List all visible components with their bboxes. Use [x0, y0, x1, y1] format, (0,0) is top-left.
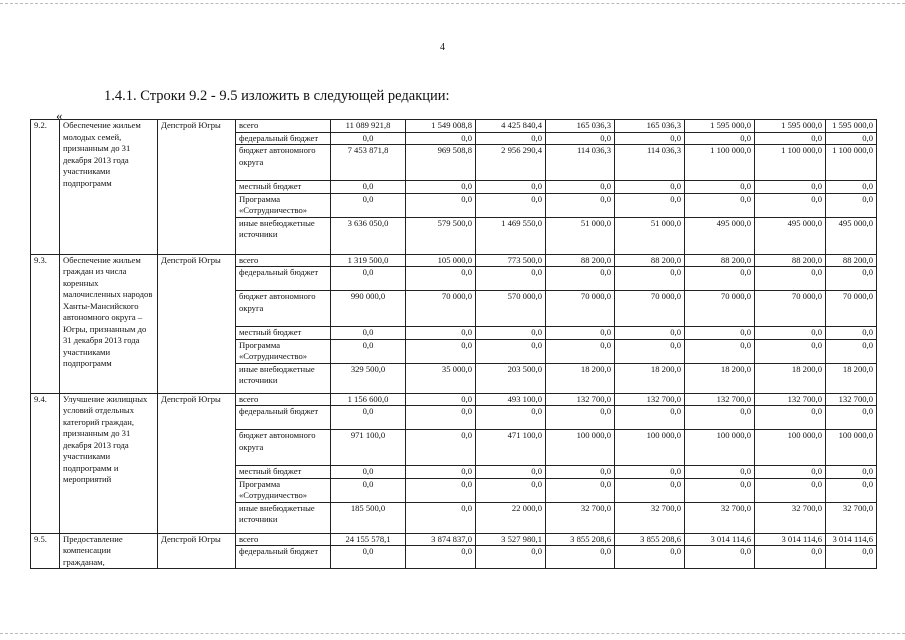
funding-source-label: Программа «Сотрудничество»	[236, 339, 331, 363]
funding-source-label: иные внебюджетные источники	[236, 363, 331, 393]
funding-source-label: иные внебюджетные источники	[236, 217, 331, 254]
value-cell: 0,0	[546, 181, 615, 194]
value-cell: 70 000,0	[615, 291, 685, 327]
value-cell: 1 595 000,0	[755, 120, 826, 133]
value-cell: 3 527 980,1	[476, 533, 546, 546]
value-cell: 165 036,3	[546, 120, 615, 133]
value-cell: 570 000,0	[476, 291, 546, 327]
value-cell: 105 000,0	[406, 254, 476, 267]
value-cell: 100 000,0	[615, 430, 685, 466]
funding-source-label: всего	[236, 120, 331, 133]
value-cell: 471 100,0	[476, 430, 546, 466]
value-cell: 0,0	[406, 406, 476, 430]
value-cell: 0,0	[406, 546, 476, 569]
value-cell: 1 100 000,0	[755, 145, 826, 181]
value-cell: 3 855 208,6	[546, 533, 615, 546]
value-cell: 88 200,0	[546, 254, 615, 267]
value-cell: 0,0	[406, 193, 476, 217]
value-cell: 0,0	[685, 546, 755, 569]
value-cell: 0,0	[615, 546, 685, 569]
funding-source-label: местный бюджет	[236, 327, 331, 340]
value-cell: 3 014 114,6	[826, 533, 877, 546]
funding-source-label: федеральный бюджет	[236, 132, 331, 145]
value-cell: 1 549 008,8	[406, 120, 476, 133]
value-cell: 0,0	[755, 478, 826, 502]
value-cell: 0,0	[406, 181, 476, 194]
value-cell: 0,0	[755, 132, 826, 145]
value-cell: 0,0	[755, 406, 826, 430]
value-cell: 0,0	[615, 181, 685, 194]
value-cell: 0,0	[755, 193, 826, 217]
value-cell: 0,0	[755, 466, 826, 479]
table-row	[31, 393, 877, 406]
value-cell: 0,0	[331, 193, 406, 217]
value-cell: 971 100,0	[331, 430, 406, 466]
value-cell: 0,0	[685, 193, 755, 217]
value-cell: 0,0	[615, 267, 685, 291]
value-cell: 132 700,0	[755, 393, 826, 406]
value-cell: 0,0	[755, 327, 826, 340]
value-cell: 0,0	[406, 267, 476, 291]
value-cell: 0,0	[476, 181, 546, 194]
value-cell: 114 036,3	[546, 145, 615, 181]
value-cell: 493 100,0	[476, 393, 546, 406]
value-cell: 88 200,0	[685, 254, 755, 267]
value-cell: 0,0	[685, 181, 755, 194]
value-cell: 0,0	[755, 267, 826, 291]
value-cell: 88 200,0	[615, 254, 685, 267]
top-edge-line	[0, 3, 905, 4]
value-cell: 495 000,0	[685, 217, 755, 254]
value-cell: 0,0	[406, 339, 476, 363]
value-cell: 70 000,0	[826, 291, 877, 327]
value-cell: 0,0	[406, 502, 476, 533]
value-cell: 100 000,0	[755, 430, 826, 466]
value-cell: 1 595 000,0	[685, 120, 755, 133]
value-cell: 1 319 500,0	[331, 254, 406, 267]
measure-name: Предоставление компенсации гражданам,	[60, 533, 158, 569]
value-cell: 100 000,0	[685, 430, 755, 466]
row-number: 9.2.	[31, 120, 60, 255]
value-cell: 51 000,0	[546, 217, 615, 254]
value-cell: 0,0	[685, 339, 755, 363]
funding-source-label: бюджет автономного округа	[236, 291, 331, 327]
value-cell: 0,0	[476, 466, 546, 479]
value-cell: 0,0	[546, 193, 615, 217]
value-cell: 0,0	[615, 478, 685, 502]
value-cell: 0,0	[826, 193, 877, 217]
row-number: 9.3.	[31, 254, 60, 393]
value-cell: 100 000,0	[826, 430, 877, 466]
value-cell: 773 500,0	[476, 254, 546, 267]
value-cell: 0,0	[615, 193, 685, 217]
value-cell: 0,0	[755, 339, 826, 363]
executor: Депстрой Югры	[158, 120, 236, 255]
measure-name: Обеспечение жильем молодых семей, признанным до 31 декабря 2013 года участниками подпрограмм	[60, 120, 158, 255]
executor: Депстрой Югры	[158, 393, 236, 533]
measure-name: Улучшение жилищных условий отдельных категорий граждан, признанным до 31 декабря 2013 года участниками подпрограмм и мероприятий	[60, 393, 158, 533]
funding-source-label: Программа «Сотрудничество»	[236, 478, 331, 502]
value-cell: 70 000,0	[406, 291, 476, 327]
value-cell: 0,0	[615, 339, 685, 363]
value-cell: 0,0	[546, 466, 615, 479]
funding-source-label: федеральный бюджет	[236, 546, 331, 569]
funding-source-label: иные внебюджетные источники	[236, 502, 331, 533]
budget-table	[30, 119, 877, 569]
value-cell: 0,0	[826, 406, 877, 430]
value-cell: 51 000,0	[615, 217, 685, 254]
value-cell: 0,0	[406, 466, 476, 479]
value-cell: 0,0	[476, 478, 546, 502]
value-cell: 0,0	[685, 327, 755, 340]
value-cell: 0,0	[331, 327, 406, 340]
value-cell: 70 000,0	[685, 291, 755, 327]
value-cell: 3 874 837,0	[406, 533, 476, 546]
row-number: 9.5.	[31, 533, 60, 569]
value-cell: 579 500,0	[406, 217, 476, 254]
value-cell: 0,0	[615, 327, 685, 340]
value-cell: 0,0	[476, 132, 546, 145]
funding-source-label: бюджет автономного округа	[236, 430, 331, 466]
funding-source-label: федеральный бюджет	[236, 267, 331, 291]
value-cell: 0,0	[826, 478, 877, 502]
funding-source-label: федеральный бюджет	[236, 406, 331, 430]
executor: Депстрой Югры	[158, 254, 236, 393]
value-cell: 35 000,0	[406, 363, 476, 393]
value-cell: 0,0	[331, 406, 406, 430]
bottom-edge-line	[0, 633, 905, 634]
value-cell: 0,0	[476, 546, 546, 569]
value-cell: 0,0	[826, 327, 877, 340]
value-cell: 22 000,0	[476, 502, 546, 533]
value-cell: 18 200,0	[755, 363, 826, 393]
value-cell: 0,0	[406, 393, 476, 406]
value-cell: 32 700,0	[615, 502, 685, 533]
funding-source-label: местный бюджет	[236, 181, 331, 194]
value-cell: 0,0	[546, 132, 615, 145]
value-cell: 18 200,0	[615, 363, 685, 393]
value-cell: 132 700,0	[826, 393, 877, 406]
value-cell: 0,0	[546, 406, 615, 430]
value-cell: 0,0	[615, 132, 685, 145]
table-row	[31, 254, 877, 267]
value-cell: 88 200,0	[826, 254, 877, 267]
value-cell: 0,0	[476, 193, 546, 217]
funding-source-label: Программа «Сотрудничество»	[236, 193, 331, 217]
value-cell: 990 000,0	[331, 291, 406, 327]
value-cell: 132 700,0	[685, 393, 755, 406]
value-cell: 70 000,0	[546, 291, 615, 327]
value-cell: 1 156 600,0	[331, 393, 406, 406]
value-cell: 0,0	[755, 546, 826, 569]
value-cell: 114 036,3	[615, 145, 685, 181]
value-cell: 0,0	[546, 546, 615, 569]
value-cell: 32 700,0	[685, 502, 755, 533]
value-cell: 0,0	[406, 132, 476, 145]
value-cell: 0,0	[685, 478, 755, 502]
value-cell: 495 000,0	[826, 217, 877, 254]
value-cell: 0,0	[685, 466, 755, 479]
value-cell: 32 700,0	[826, 502, 877, 533]
value-cell: 132 700,0	[546, 393, 615, 406]
value-cell: 3 014 114,6	[755, 533, 826, 546]
value-cell: 0,0	[826, 267, 877, 291]
value-cell: 1 469 550,0	[476, 217, 546, 254]
funding-source-label: местный бюджет	[236, 466, 331, 479]
value-cell: 0,0	[685, 406, 755, 430]
value-cell: 0,0	[331, 181, 406, 194]
value-cell: 0,0	[685, 267, 755, 291]
opening-quote: «	[56, 108, 63, 123]
value-cell: 0,0	[476, 406, 546, 430]
value-cell: 88 200,0	[755, 254, 826, 267]
value-cell: 11 089 921,8	[331, 120, 406, 133]
value-cell: 0,0	[406, 478, 476, 502]
value-cell: 0,0	[685, 132, 755, 145]
value-cell: 0,0	[826, 132, 877, 145]
value-cell: 0,0	[406, 327, 476, 340]
value-cell: 0,0	[546, 339, 615, 363]
value-cell: 0,0	[546, 267, 615, 291]
value-cell: 32 700,0	[755, 502, 826, 533]
value-cell: 0,0	[331, 132, 406, 145]
value-cell: 0,0	[331, 466, 406, 479]
value-cell: 1 100 000,0	[685, 145, 755, 181]
value-cell: 0,0	[615, 406, 685, 430]
value-cell: 3 636 050,0	[331, 217, 406, 254]
value-cell: 0,0	[615, 466, 685, 479]
value-cell: 0,0	[331, 267, 406, 291]
value-cell: 70 000,0	[755, 291, 826, 327]
value-cell: 0,0	[546, 327, 615, 340]
funding-source-label: всего	[236, 393, 331, 406]
table-row	[31, 533, 877, 546]
value-cell: 2 956 290,4	[476, 145, 546, 181]
value-cell: 0,0	[476, 327, 546, 340]
funding-source-label: всего	[236, 254, 331, 267]
value-cell: 0,0	[826, 546, 877, 569]
value-cell: 203 500,0	[476, 363, 546, 393]
value-cell: 495 000,0	[755, 217, 826, 254]
value-cell: 0,0	[826, 466, 877, 479]
measure-name: Обеспечение жильем граждан из числа коренных малочисленных народов Ханты-Мансийского автономного округа – Югры, признанным до 31 декабря 2013 года участниками подпрограмм	[60, 254, 158, 393]
value-cell: 969 508,8	[406, 145, 476, 181]
page-number: 4	[440, 42, 445, 53]
table-row	[31, 120, 877, 133]
value-cell: 24 155 578,1	[331, 533, 406, 546]
value-cell: 1 595 000,0	[826, 120, 877, 133]
value-cell: 0,0	[476, 339, 546, 363]
value-cell: 3 855 208,6	[615, 533, 685, 546]
funding-source-label: бюджет автономного округа	[236, 145, 331, 181]
value-cell: 0,0	[755, 181, 826, 194]
value-cell: 0,0	[826, 339, 877, 363]
value-cell: 165 036,3	[615, 120, 685, 133]
value-cell: 0,0	[826, 181, 877, 194]
funding-source-label: всего	[236, 533, 331, 546]
value-cell: 32 700,0	[546, 502, 615, 533]
value-cell: 132 700,0	[615, 393, 685, 406]
value-cell: 0,0	[406, 430, 476, 466]
value-cell: 7 453 871,8	[331, 145, 406, 181]
value-cell: 0,0	[476, 267, 546, 291]
row-number: 9.4.	[31, 393, 60, 533]
value-cell: 3 014 114,6	[685, 533, 755, 546]
value-cell: 0,0	[331, 478, 406, 502]
value-cell: 18 200,0	[826, 363, 877, 393]
value-cell: 0,0	[546, 478, 615, 502]
executor: Депстрой Югры	[158, 533, 236, 569]
value-cell: 100 000,0	[546, 430, 615, 466]
section-heading: 1.4.1. Строки 9.2 - 9.5 изложить в следующей редакции:	[104, 88, 450, 104]
value-cell: 0,0	[331, 546, 406, 569]
value-cell: 18 200,0	[546, 363, 615, 393]
value-cell: 18 200,0	[685, 363, 755, 393]
value-cell: 185 500,0	[331, 502, 406, 533]
value-cell: 1 100 000,0	[826, 145, 877, 181]
value-cell: 0,0	[331, 339, 406, 363]
value-cell: 4 425 840,4	[476, 120, 546, 133]
value-cell: 329 500,0	[331, 363, 406, 393]
